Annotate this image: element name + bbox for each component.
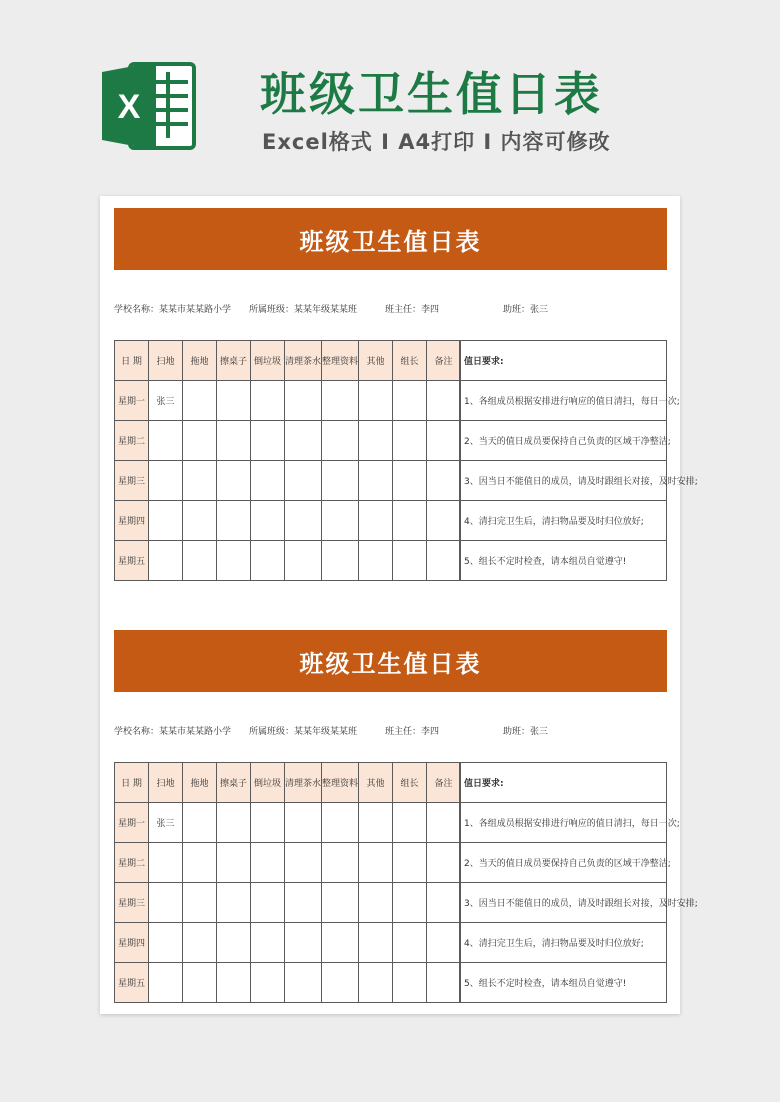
requirement-row: [460, 461, 667, 501]
duty-cell[interactable]: [322, 461, 359, 501]
duty-cell[interactable]: [183, 963, 217, 1003]
class-name: 所属班级：某某年级某某班: [249, 727, 358, 737]
duty-cell[interactable]: [427, 883, 461, 923]
duty-cell[interactable]: [183, 883, 217, 923]
requirement-row: [460, 923, 667, 963]
duty-cell[interactable]: [251, 883, 285, 923]
duty-cell[interactable]: [359, 963, 393, 1003]
duty-cell[interactable]: [251, 803, 285, 843]
column-header: 扫地: [149, 763, 183, 803]
duty-cell[interactable]: [359, 923, 393, 963]
sheet-title: 班级卫生值日表: [114, 208, 667, 270]
duty-cell[interactable]: [393, 381, 427, 421]
sheet-title: 班级卫生值日表: [114, 630, 667, 692]
duty-cell[interactable]: [217, 843, 251, 883]
column-header: 拖地: [183, 763, 217, 803]
duty-cell[interactable]: [359, 883, 393, 923]
requirement-item: 4、清扫完卫生后，清扫物品要及时归位放好;: [460, 501, 667, 541]
duty-cell[interactable]: [149, 883, 183, 923]
duty-cell[interactable]: [183, 803, 217, 843]
info-row: [114, 302, 667, 316]
duty-cell[interactable]: [359, 461, 393, 501]
duty-cell[interactable]: [322, 843, 359, 883]
column-header: 备注: [427, 763, 461, 803]
duty-cell[interactable]: [359, 541, 393, 581]
duty-cell[interactable]: [427, 461, 461, 501]
requirement-item: 1、各组成员根据安排进行响应的值日清扫，每日一次;: [460, 381, 667, 421]
duty-cell[interactable]: [427, 963, 461, 1003]
requirement-item: 5、组长不定时检查，请本组员自觉遵守!: [460, 963, 667, 1003]
duty-cell[interactable]: [285, 843, 322, 883]
duty-cell[interactable]: [251, 923, 285, 963]
duty-cell[interactable]: [217, 883, 251, 923]
duty-cell[interactable]: [322, 963, 359, 1003]
day-label: 星期四: [115, 923, 149, 963]
duty-cell[interactable]: 张三: [149, 381, 183, 421]
duty-cell[interactable]: [183, 381, 217, 421]
duty-grid: [114, 340, 461, 581]
duty-cell[interactable]: [393, 421, 427, 461]
info-row: [114, 724, 667, 738]
duty-cell[interactable]: [322, 541, 359, 581]
requirement-row: [460, 803, 667, 843]
column-header: 整理资料: [322, 763, 359, 803]
duty-cell[interactable]: [427, 501, 461, 541]
duty-cell[interactable]: [393, 803, 427, 843]
duty-cell[interactable]: [149, 843, 183, 883]
duty-cell[interactable]: [217, 421, 251, 461]
day-label: 星期四: [115, 501, 149, 541]
requirements-box: [459, 340, 698, 581]
duty-cell[interactable]: [285, 461, 322, 501]
duty-cell[interactable]: [285, 963, 322, 1003]
duty-cell[interactable]: [285, 381, 322, 421]
paper-sheet: [100, 196, 698, 1014]
duty-cell[interactable]: [251, 381, 285, 421]
column-header: 整理资料: [322, 341, 359, 381]
requirement-row: [460, 883, 667, 923]
requirement-row: [460, 843, 667, 883]
day-label: 星期一: [115, 381, 149, 421]
requirement-item: 5、组长不定时检查，请本组员自觉遵守!: [460, 541, 667, 581]
duty-cell[interactable]: [183, 843, 217, 883]
column-header: 其他: [359, 763, 393, 803]
duty-cell[interactable]: [217, 803, 251, 843]
requirement-row: [460, 381, 667, 421]
column-header: 清理茶水: [285, 763, 322, 803]
duty-cell[interactable]: [285, 421, 322, 461]
table-row: [115, 461, 461, 501]
duty-cell[interactable]: [393, 843, 427, 883]
duty-cell[interactable]: [427, 381, 461, 421]
duty-cell[interactable]: [217, 541, 251, 581]
column-header: 备注: [427, 341, 461, 381]
duty-cell[interactable]: [393, 461, 427, 501]
column-header: 日 期: [115, 341, 149, 381]
duty-cell[interactable]: [359, 843, 393, 883]
day-label: 星期五: [115, 541, 149, 581]
duty-grid: [114, 762, 461, 1003]
requirements-box: [459, 762, 698, 1003]
day-label: 星期二: [115, 843, 149, 883]
duty-cell[interactable]: [322, 923, 359, 963]
excel-icon: [100, 58, 198, 154]
class-name: 所属班级：某某年级某某班: [249, 305, 358, 315]
requirements-header-row: [460, 763, 667, 803]
duty-cell[interactable]: [393, 883, 427, 923]
table-row: [115, 501, 461, 541]
duty-cell[interactable]: [285, 501, 322, 541]
requirements-title: 值日要求:: [460, 763, 667, 803]
table-row: [115, 541, 461, 581]
duty-cell[interactable]: [393, 541, 427, 581]
duty-cell[interactable]: [285, 803, 322, 843]
duty-cell[interactable]: [427, 421, 461, 461]
duty-cell[interactable]: 张三: [149, 803, 183, 843]
day-label: 星期五: [115, 963, 149, 1003]
duty-cell[interactable]: [427, 923, 461, 963]
head-teacher: 班主任：李四: [385, 305, 440, 315]
column-header: 组长: [393, 341, 427, 381]
duty-cell[interactable]: [393, 923, 427, 963]
duty-cell[interactable]: [427, 843, 461, 883]
requirement-row: [460, 501, 667, 541]
duty-cell[interactable]: [285, 541, 322, 581]
duty-cell[interactable]: [285, 883, 322, 923]
table-row: [115, 843, 461, 883]
duty-cell[interactable]: [149, 923, 183, 963]
column-header: 组长: [393, 763, 427, 803]
duty-cell[interactable]: [217, 381, 251, 421]
duty-cell[interactable]: [359, 501, 393, 541]
requirement-row: [460, 541, 667, 581]
banner-subtitle: Excel格式 I A4打印 I 内容可修改: [262, 130, 611, 154]
column-header: 日 期: [115, 763, 149, 803]
duty-cell[interactable]: [149, 541, 183, 581]
duty-sheet: [114, 208, 698, 588]
duty-cell[interactable]: [149, 461, 183, 501]
duty-cell[interactable]: [217, 461, 251, 501]
assistant-teacher: 助班：张三: [503, 727, 549, 737]
duty-cell[interactable]: [251, 843, 285, 883]
day-label: 星期二: [115, 421, 149, 461]
svg-text:X: X: [117, 88, 141, 126]
requirement-item: 2、当天的值日成员要保持自己负责的区域干净整洁;: [460, 421, 667, 461]
duty-cell[interactable]: [149, 501, 183, 541]
column-header: 倒垃圾: [251, 763, 285, 803]
requirement-item: 4、清扫完卫生后，清扫物品要及时归位放好;: [460, 923, 667, 963]
duty-cell[interactable]: [183, 421, 217, 461]
day-label: 星期三: [115, 883, 149, 923]
requirement-item: 3、因当日不能值日的成员，请及时跟组长对接，及时安排;: [460, 883, 667, 923]
duty-cell[interactable]: [322, 883, 359, 923]
requirement-item: 1、各组成员根据安排进行响应的值日清扫，每日一次;: [460, 803, 667, 843]
duty-cell[interactable]: [322, 381, 359, 421]
column-header: 擦桌子: [217, 341, 251, 381]
duty-cell[interactable]: [359, 421, 393, 461]
assistant-teacher: 助班：张三: [503, 305, 549, 315]
duty-cell[interactable]: [251, 541, 285, 581]
banner-title: 班级卫生值日表: [260, 67, 603, 121]
column-header: 倒垃圾: [251, 341, 285, 381]
duty-cell[interactable]: [251, 963, 285, 1003]
duty-cell[interactable]: [183, 923, 217, 963]
duty-cell[interactable]: [322, 421, 359, 461]
duty-cell[interactable]: [183, 541, 217, 581]
table-row: [115, 883, 461, 923]
head-teacher: 班主任：李四: [385, 727, 440, 737]
duty-cell[interactable]: [217, 923, 251, 963]
day-label: 星期三: [115, 461, 149, 501]
duty-cell[interactable]: [251, 421, 285, 461]
day-label: 星期一: [115, 803, 149, 843]
requirement-row: [460, 421, 667, 461]
table-row: [115, 923, 461, 963]
column-header: 拖地: [183, 341, 217, 381]
promo-banner: [0, 0, 780, 196]
requirements-header-row: [460, 341, 667, 381]
requirement-row: [460, 963, 667, 1003]
header-row: [115, 763, 461, 803]
header-row: [115, 341, 461, 381]
duty-cell[interactable]: [251, 461, 285, 501]
duty-cell[interactable]: [217, 963, 251, 1003]
school-name: 学校名称：某某市某某路小学: [114, 727, 232, 737]
duty-cell[interactable]: [285, 923, 322, 963]
duty-cell[interactable]: [427, 803, 461, 843]
duty-cell[interactable]: [427, 541, 461, 581]
duty-cell[interactable]: [393, 963, 427, 1003]
duty-cell[interactable]: [359, 381, 393, 421]
duty-cell[interactable]: [183, 461, 217, 501]
duty-cell[interactable]: [183, 501, 217, 541]
requirement-item: 2、当天的值日成员要保持自己负责的区域干净整洁;: [460, 843, 667, 883]
table-row: [115, 803, 461, 843]
column-header: 擦桌子: [217, 763, 251, 803]
column-header: 其他: [359, 341, 393, 381]
duty-cell[interactable]: [149, 963, 183, 1003]
duty-sheet: [114, 630, 698, 1010]
duty-cell[interactable]: [322, 803, 359, 843]
table-row: [115, 421, 461, 461]
duty-cell[interactable]: [393, 501, 427, 541]
duty-cell[interactable]: [217, 501, 251, 541]
duty-cell[interactable]: [359, 803, 393, 843]
school-name: 学校名称：某某市某某路小学: [114, 305, 232, 315]
duty-cell[interactable]: [149, 421, 183, 461]
duty-cell[interactable]: [251, 501, 285, 541]
requirements-title: 值日要求:: [460, 341, 667, 381]
table-row: [115, 381, 461, 421]
table-row: [115, 963, 461, 1003]
duty-cell[interactable]: [322, 501, 359, 541]
column-header: 清理茶水: [285, 341, 322, 381]
column-header: 扫地: [149, 341, 183, 381]
requirement-item: 3、因当日不能值日的成员，请及时跟组长对接，及时安排;: [460, 461, 667, 501]
